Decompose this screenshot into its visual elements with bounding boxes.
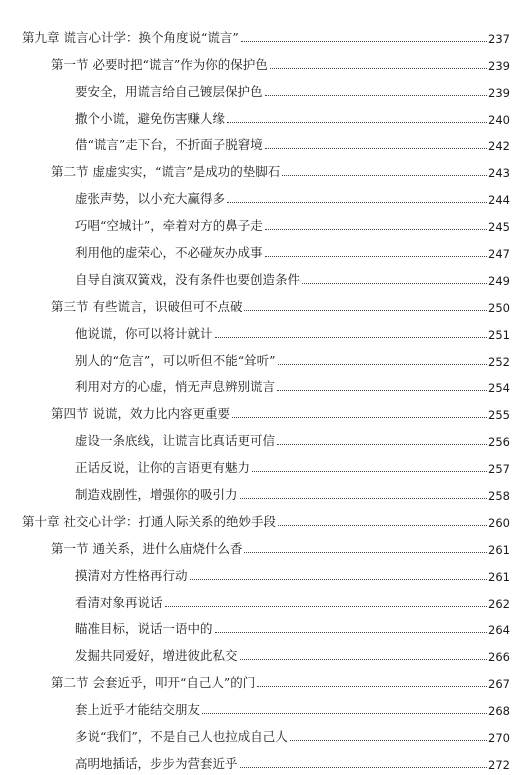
toc-title: 利用他的虚荣心，不必碰灰办成事	[75, 245, 263, 261]
toc-title: 巧唱“空城计”，牵着对方的鼻子走	[75, 218, 263, 234]
dot-leader	[278, 524, 487, 526]
toc-page-number: 264	[488, 623, 510, 638]
toc-title: 借“谎言”走下台，不折面子脱窘境	[75, 137, 263, 153]
dot-leader	[240, 497, 488, 499]
dot-leader	[215, 336, 488, 338]
dot-leader	[244, 309, 487, 311]
toc-subsection[interactable]	[22, 130, 510, 157]
toc-subsection[interactable]	[22, 640, 510, 667]
dot-leader	[252, 470, 487, 472]
dot-leader	[265, 147, 487, 149]
dot-leader	[265, 255, 488, 257]
toc-page-number: 257	[488, 462, 510, 477]
toc-title: 第四节 说谎，效力比内容更重要	[51, 406, 230, 422]
toc-title: 第一节 通关系，进什么庙烧什么香	[51, 540, 243, 556]
toc-page-number: 262	[488, 596, 510, 611]
toc-page-number: 240	[488, 112, 510, 127]
toc-page-number: 237	[488, 31, 510, 46]
toc-page-number: 245	[488, 220, 510, 235]
dot-leader	[265, 228, 487, 230]
dot-leader	[240, 658, 488, 660]
toc-subsection[interactable]	[22, 237, 510, 264]
toc-title: 看清对象再说话	[75, 594, 163, 610]
dot-leader	[277, 443, 487, 445]
toc-title: 别人的“危言”，可以听但不能“耸听”	[75, 352, 276, 368]
toc-title: 第二节 虚虚实实，“谎言”是成功的垫脚石	[51, 164, 281, 180]
toc-chapter[interactable]	[22, 22, 510, 49]
toc-title: 第十章 社交心计学：打通人际关系的绝妙手段	[22, 513, 276, 529]
toc-subsection[interactable]	[22, 425, 510, 452]
toc-section[interactable]	[22, 49, 510, 76]
dot-leader	[257, 685, 487, 687]
toc-section[interactable]	[22, 667, 510, 694]
toc-subsection[interactable]	[22, 748, 510, 775]
toc-subsection[interactable]	[22, 103, 510, 130]
toc-page-number: 266	[488, 650, 510, 665]
dot-leader	[227, 201, 487, 203]
toc-page-number: 256	[488, 435, 510, 450]
toc-page-number: 255	[488, 408, 510, 423]
toc-subsection[interactable]	[22, 210, 510, 237]
toc-subsection[interactable]	[22, 479, 510, 506]
toc-subsection[interactable]	[22, 76, 510, 103]
toc-subsection[interactable]	[22, 345, 510, 372]
toc-page-number: 252	[488, 354, 510, 369]
toc-title: 利用对方的心虚，悄无声息辨别谎言	[75, 379, 276, 395]
toc-page-number: 247	[488, 247, 510, 262]
toc-title: 他说谎，你可以将计就计	[75, 325, 213, 341]
toc-page-number: 251	[488, 327, 510, 342]
toc-subsection[interactable]	[22, 183, 510, 210]
toc-title: 高明地插话，步步为营套近乎	[75, 755, 238, 771]
dot-leader	[190, 578, 488, 580]
toc-subsection[interactable]	[22, 452, 510, 479]
dot-leader	[265, 94, 488, 96]
toc-title: 多说“我们”，不是自己人也拉成自己人	[75, 729, 288, 745]
toc-subsection[interactable]	[22, 560, 510, 587]
toc-title: 摸清对方性格再行动	[75, 567, 188, 583]
toc-section[interactable]	[22, 398, 510, 425]
dot-leader	[270, 67, 487, 69]
toc-title: 制造戏剧性，增强你的吸引力	[75, 487, 238, 503]
toc-section[interactable]	[22, 156, 510, 183]
toc-title: 第二节 会套近乎，叩开“自己人”的门	[51, 675, 256, 691]
toc-page-number: 268	[488, 704, 510, 719]
toc-page-number: 272	[488, 757, 510, 772]
toc-page-number: 270	[488, 731, 510, 746]
dot-leader	[202, 712, 487, 714]
toc-title: 虚张声势，以小充大赢得多	[75, 191, 226, 207]
toc-title: 自导自演双簧戏，没有条件也要创造条件	[75, 271, 301, 287]
toc-page-number: 244	[488, 193, 510, 208]
toc-subsection[interactable]	[22, 318, 510, 345]
dot-leader	[290, 739, 487, 741]
dot-leader	[232, 416, 487, 418]
toc-subsection[interactable]	[22, 694, 510, 721]
toc-page-number: 239	[488, 85, 510, 100]
dot-leader	[282, 174, 487, 176]
toc-page-number: 242	[488, 139, 510, 154]
toc-page-number: 243	[488, 166, 510, 181]
toc-title: 套上近乎才能结交朋友	[75, 702, 201, 718]
toc-page-number: 239	[488, 58, 510, 73]
toc-title: 撒个小谎，避免伤害赚人缘	[75, 110, 226, 126]
dot-leader	[241, 40, 487, 42]
table-of-contents	[22, 22, 510, 775]
dot-leader	[240, 766, 488, 768]
dot-leader	[244, 551, 487, 553]
toc-subsection[interactable]	[22, 587, 510, 614]
dot-leader	[227, 121, 487, 123]
toc-title: 要安全，用谎言给自己镀层保护色	[75, 83, 263, 99]
toc-page-number: 261	[488, 542, 510, 557]
toc-page-number: 260	[488, 515, 510, 530]
dot-leader	[302, 282, 487, 284]
toc-page-number: 250	[488, 300, 510, 315]
toc-title: 第九章 谎言心计学：换个角度说“谎言”	[22, 29, 239, 45]
toc-section[interactable]	[22, 533, 510, 560]
toc-subsection[interactable]	[22, 372, 510, 399]
toc-title: 正话反说，让你的言语更有魅力	[75, 460, 251, 476]
toc-page-number: 267	[488, 677, 510, 692]
toc-subsection[interactable]	[22, 614, 510, 641]
toc-subsection[interactable]	[22, 721, 510, 748]
toc-page-number: 258	[488, 489, 510, 504]
toc-page-number: 249	[488, 273, 510, 288]
toc-chapter[interactable]	[22, 506, 510, 533]
toc-title: 发掘共同爱好，增进彼此私交	[75, 648, 238, 664]
toc-page-number: 254	[488, 381, 510, 396]
toc-subsection[interactable]	[22, 264, 510, 291]
toc-section[interactable]	[22, 291, 510, 318]
toc-page-number: 261	[488, 569, 510, 584]
toc-title: 瞄准目标，说话一语中的	[75, 621, 213, 637]
toc-title: 虚设一条底线，让谎言比真话更可信	[75, 433, 276, 449]
dot-leader	[215, 631, 488, 633]
dot-leader	[278, 363, 487, 365]
dot-leader	[165, 605, 488, 607]
dot-leader	[277, 389, 487, 391]
toc-title: 第一节 必要时把“谎言”作为你的保护色	[51, 56, 268, 72]
toc-title: 第三节 有些谎言，识破但可不点破	[51, 298, 243, 314]
